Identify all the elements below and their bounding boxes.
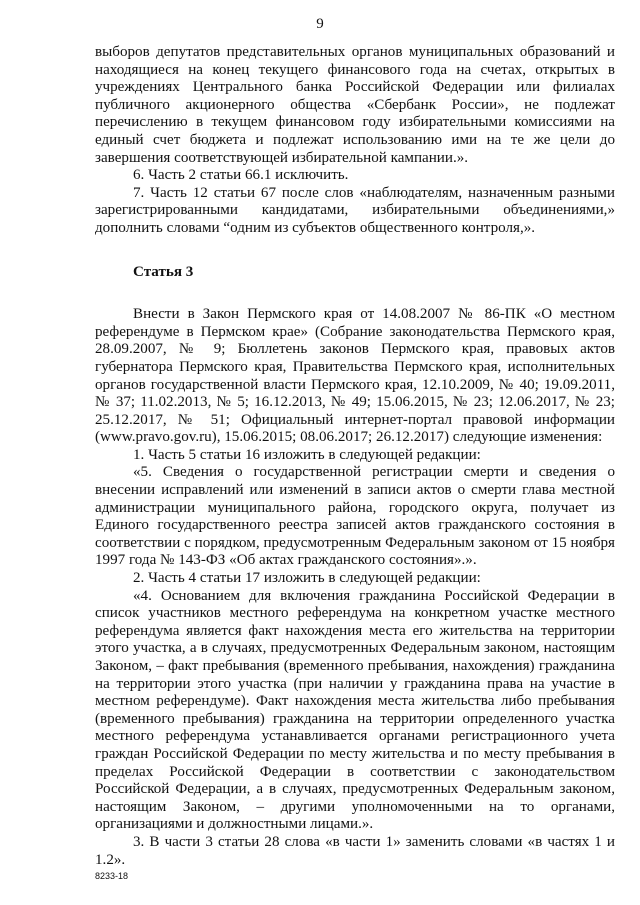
paragraph: «5. Сведения о государственной регистрации смерти и сведения о внесении исправлений или изменений в записи актов о смерти глава местной администрации муниципального района, городского округа, получает из Единого государственного реестра записей актов гражданского состояния в соответствии с порядком, предусмотренным Федеральным законом от 15 ноября 1997 года № 143-ФЗ «Об актах гражданского состояния».». xyxy=(95,464,615,569)
paragraph: 6. Часть 2 статьи 66.1 исключить. xyxy=(133,167,349,184)
footer-document-code: 8233-18 xyxy=(95,871,129,881)
paragraph: «4. Основанием для включения гражданина Российской Федерации в список участников местного референдума на конкретном участке местного референдума является факт нахождения места его жительства на территории этого участка, а в случаях, предусмотренных Федеральным законом, настоящим Законом, – факт пребывания (временного пребывания, нахождения) гражданина на территории этого участка (при наличии у гражданина права на участие в местном референдуме). Факт нахождения места жительства либо пребывания (временного пребывания) гражданина на территории определенного участка местного референдума устанавливается органами регистрационного учета граждан Российской Федерации по месту жительства и по месту пребывания в пределах Российской Федерации в соответствии с законодательством Российской Федерации, а в случаях, предусмотренных Федеральным законом, настоящим Законом, – другими уполномоченными на то органами, организациями и должностными лицами.». xyxy=(95,587,615,833)
document-body xyxy=(95,44,615,869)
paragraph: Внести в Закон Пермского края от 14.08.2007 № 86-ПК «О местном референдуме в Пермском крае» (Собрание законодательства Пермского края, 28.09.2007, № 9; Бюллетень законов Пермского края, правовых актов губернатора Пермского края, Правительства Пермского края, исполнительных органов государственной власти Пермского края, 12.10.2009, № 40; 19.09.2011, № 37; 11.02.2013, № 5; 16.12.2013, № 49; 15.06.2015, № 23; 12.06.2017, № 23; 25.12.2017, № 51; Официальный интернет-портал правовой информации (www.pravo.gov.ru), 15.06.2015; 08.06.2017; 26.12.2017) следующие изменения: xyxy=(95,306,615,446)
article-heading: Статья 3 xyxy=(133,263,194,280)
paragraph: выборов депутатов представительных органов муниципальных образований и находящиеся на конец текущего финансового года на счетах, открытых в учреждениях Центрального банка Российской Федерации или филиалах публичного акционерного общества «Сбербанк России», не подлежат перечислению в текущем финансовом году избирательными комиссиями на единый счет бюджета и подлежат использованию ими на те же цели до завершения соответствующей избирательной кампании.». xyxy=(95,44,615,166)
paragraph: 2. Часть 4 статьи 17 изложить в следующей редакции: xyxy=(133,570,481,587)
paragraph: 1. Часть 5 статьи 16 изложить в следующей редакции: xyxy=(133,446,481,463)
page-number: 9 xyxy=(316,16,324,32)
paragraph: 7. Часть 12 статьи 67 после слов «наблюдателям, назначенным разными зарегистрированными кандидатами, избирательными объединениями,» дополнить словами “одним из субъектов общественного контроля,». xyxy=(95,184,615,236)
paragraph: 3. В части 3 статьи 28 слова «в части 1» заменить словами «в частях 1 и 1.2». xyxy=(95,833,615,868)
